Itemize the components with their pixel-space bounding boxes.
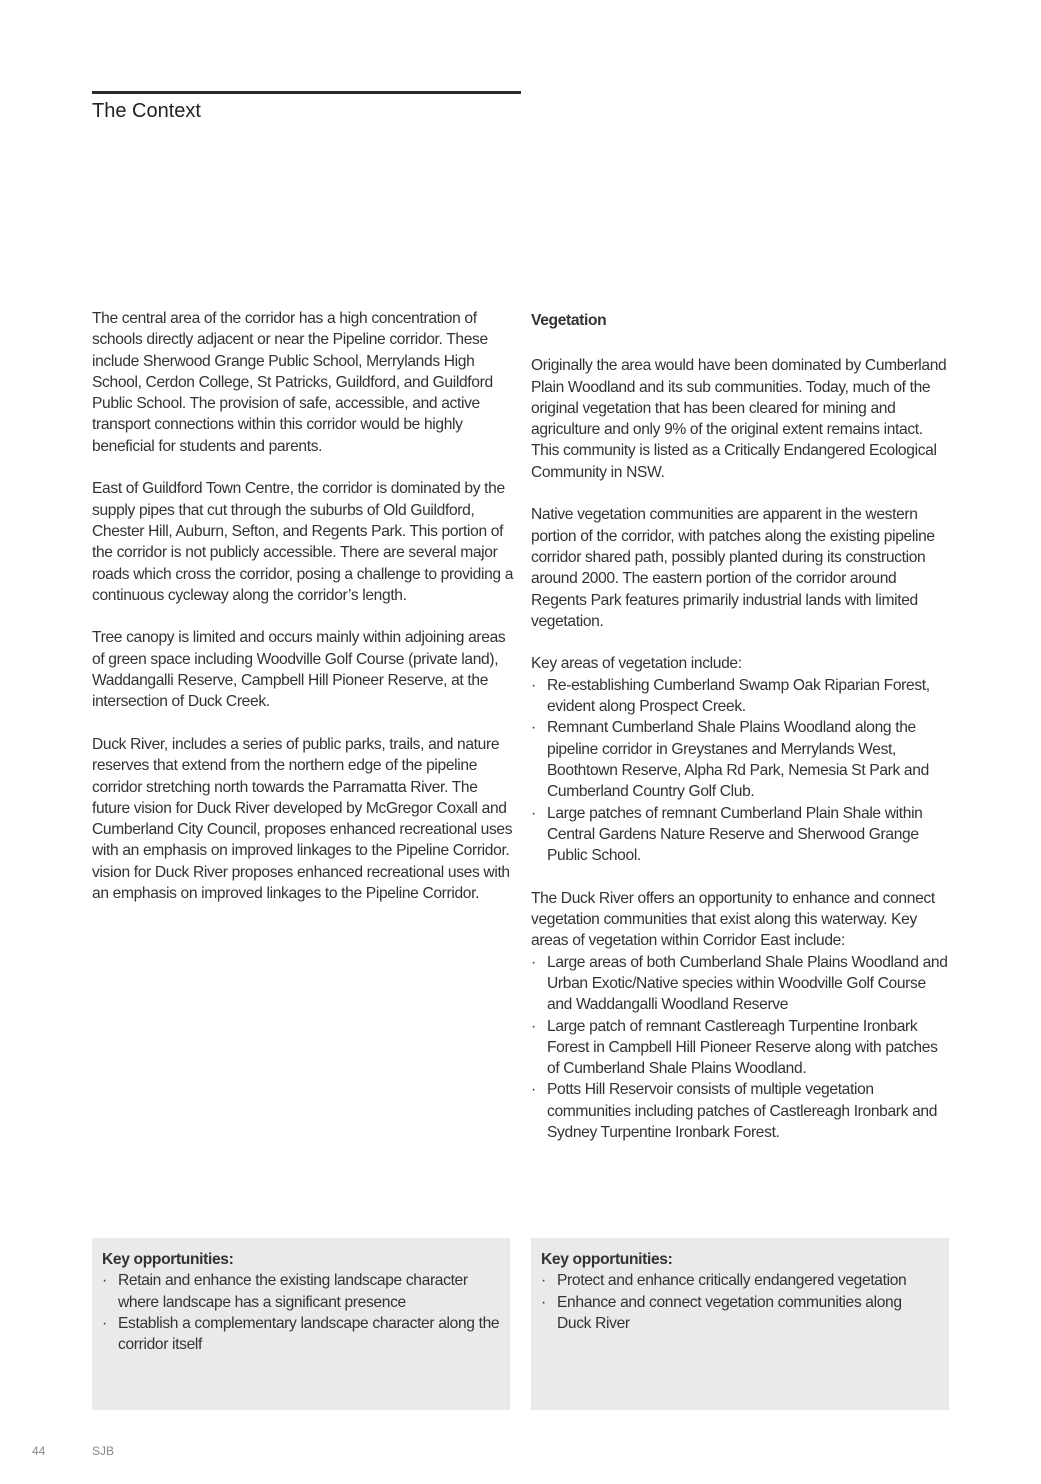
corridor-east-list xyxy=(531,952,953,1144)
key-opportunities-box-right xyxy=(531,1238,949,1410)
vegetation-list xyxy=(531,675,953,867)
paragraph: Native vegetation communities are apparent in the western portion of the corridor, with patches along the existing pipeline corridor shared path, possibly planted during its construction around 2000. The eastern portion of the corridor around Regents Park features primarily industrial lands with limited vegetation. xyxy=(531,506,935,630)
page-number: 44 xyxy=(32,1444,46,1458)
list-item: · Re-establishing Cumberland Swamp Oak Riparian Forest, evident along Prospect Creek. xyxy=(531,675,953,718)
list-item: · Protect and enhance critically endangered vegetation xyxy=(541,1270,939,1291)
list-item: · Large areas of both Cumberland Shale Plains Woodland and Urban Exotic/Native species within Woodville Golf Course and Waddangalli Woodland Reserve xyxy=(531,952,953,1016)
paragraph: Originally the area would have been dominated by Cumberland Plain Woodland and its sub communities. Today, much of the original vegetation that has been cleared for mining and agriculture and only 9% of the original extent remains intact. This community is listed as a Critically Endangered Ecological Community in NSW. xyxy=(531,357,947,481)
box-heading: Key opportunities: xyxy=(102,1251,234,1268)
list-item: · Establish a complementary landscape character along the corridor itself xyxy=(102,1313,500,1356)
brand-label: SJB xyxy=(92,1444,115,1458)
title-rule xyxy=(92,91,521,94)
left-column xyxy=(92,308,514,926)
right-column xyxy=(531,308,953,1165)
paragraph: East of Guildford Town Centre, the corridor is dominated by the supply pipes that cut through the suburbs of Old Guildford, Chester Hill, Auburn, Sefton, and Regents Park. This portion of the corridor is not publicly accessible. There are several major roads which cross the corridor, posing a challenge to providing a continuous cycleway along the corridor’s length. xyxy=(92,480,514,604)
list-item: · Enhance and connect vegetation communities along Duck River xyxy=(541,1292,939,1335)
paragraph: Duck River, includes a series of public parks, trails, and nature reserves that extend from the northern edge of the pipeline corridor stretching north towards the Parramatta River. The future vision for Duck River developed by McGregor Coxall and Cumberland City Council, proposes enhanced recreational uses with an emphasis on improved linkages to the Pipeline Corridor. vision for Duck River proposes enhanced recreational uses with an emphasis on improved linkages to the Pipeline Corridor. xyxy=(92,735,513,903)
list-item: · Large patches of remnant Cumberland Plain Shale within Central Gardens Nature Reserve and Sherwood Grange Public School. xyxy=(531,803,953,867)
paragraph: The central area of the corridor has a high concentration of schools directly adjacent or near the Pipeline corridor. These include Sherwood Grange Public School, Merrylands High School, Cerdon College, St Patricks, Guildford, and Guildford Public School. The provision of safe, accessible, and active transport connections within this corridor would be highly beneficial for students and parents. xyxy=(92,310,493,455)
section-heading: Vegetation xyxy=(531,312,607,329)
list-item: · Retain and enhance the existing landscape character where landscape has a significant presence xyxy=(102,1270,500,1313)
paragraph: Key areas of vegetation include: xyxy=(531,655,742,673)
page-title: The Context xyxy=(92,100,201,122)
paragraph: Tree canopy is limited and occurs mainly within adjoining areas of green space including Woodville Golf Course (private land), Waddangalli Reserve, Campbell Hill Pioneer Reserve, at the intersection of Duck Creek. xyxy=(92,629,506,711)
list-item: · Potts Hill Reservoir consists of multiple vegetation communities including patches of Castlereagh Ironbark and Sydney Turpentine Ironbark Forest. xyxy=(531,1079,953,1143)
list-item: · Large patch of remnant Castlereagh Turpentine Ironbark Forest in Campbell Hill Pioneer Reserve along with patches of Cumberland Shale Plains Woodland. xyxy=(531,1016,953,1080)
paragraph: The Duck River offers an opportunity to enhance and connect vegetation communities that exist along this waterway. Key areas of vegetation within Corridor East include: xyxy=(531,889,935,950)
list-item: · Remnant Cumberland Shale Plains Woodland along the pipeline corridor in Greystanes and Merrylands West, Boothtown Reserve, Alpha Rd Park, Nemesia St Park and Cumberland Country Golf Club. xyxy=(531,717,953,802)
box-heading: Key opportunities: xyxy=(541,1251,673,1268)
key-opportunities-box-left xyxy=(92,1238,510,1410)
